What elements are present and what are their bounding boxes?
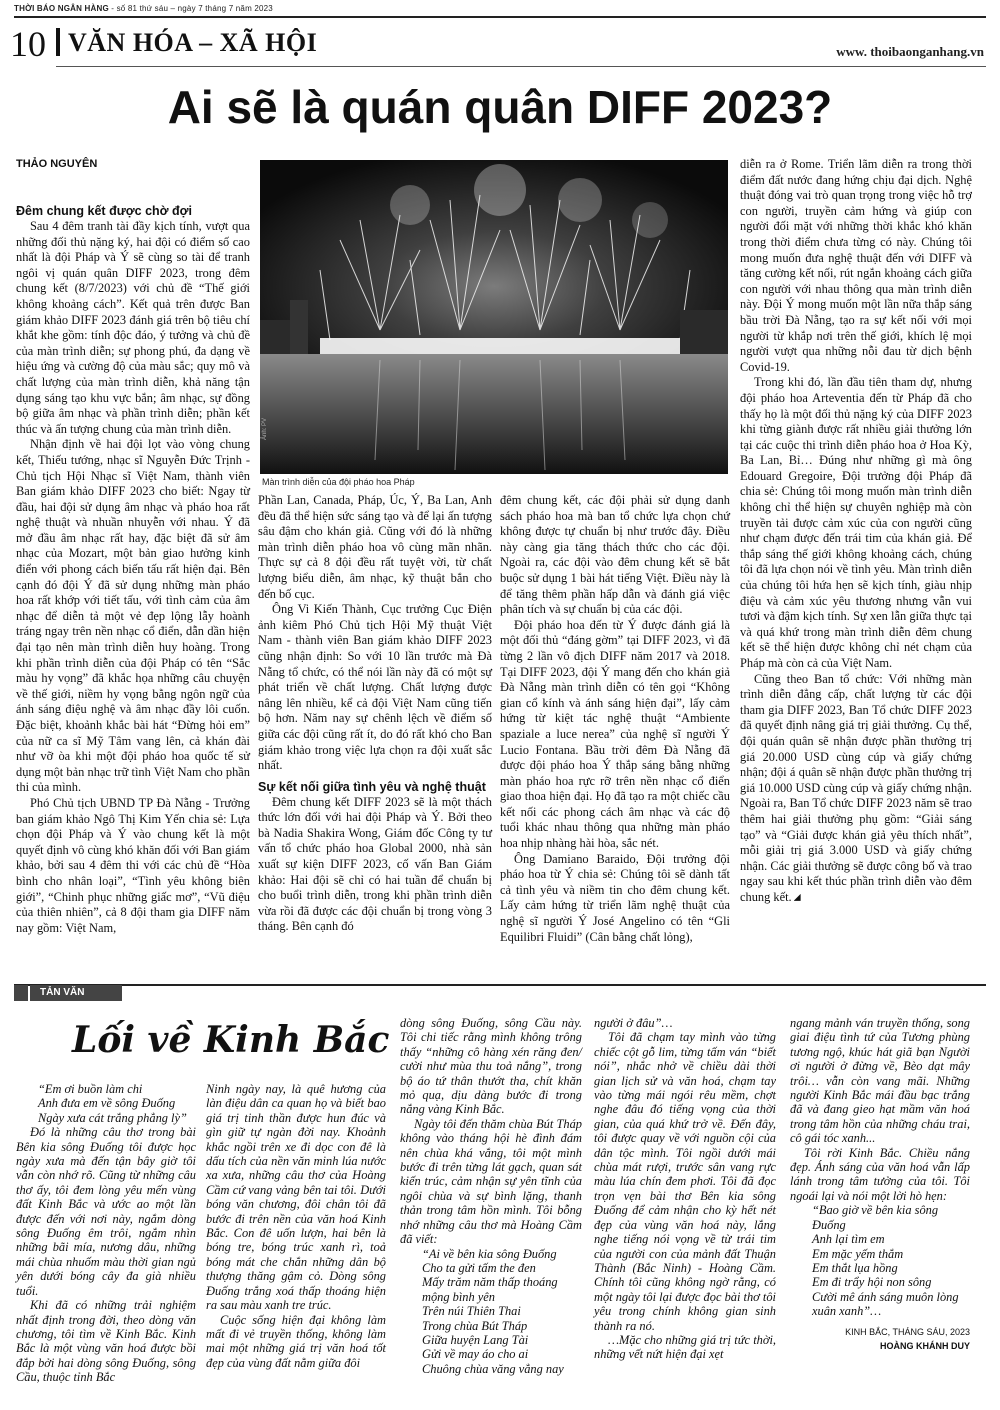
article-column-3 (500, 493, 730, 945)
byline: THẢO NGUYÊN (16, 158, 98, 170)
subheading-1: Đêm chung kết được chờ đợi (16, 204, 193, 218)
poem-line: Giữa huyện Lang Tài (422, 1332, 529, 1347)
essay-author: HOÀNG KHÁNH DUY (880, 1340, 970, 1351)
paragraph: đêm chung kết, các đội phải sử dụng danh sách pháo hoa mà ban tổ chức lựa chọn chứ không được tự chuẩn bị như trước đây. Điều này càng gia tăng thách thức cho các đội. Ngoài ra, các đội vào đêm chung kết sẽ bắt buộc sử dụng 1 bài hát tiếng Việt. Điều này là để tăng thêm phần hấp dẫn và đánh giá việc phân tích và sự chuẩn bị của các đội. (500, 493, 730, 617)
article-headline: Ai sẽ là quán quân DIFF 2023? (167, 81, 833, 133)
essay-place-date: KINH BẮC, THÁNG SÁU, 2023 (845, 1326, 970, 1337)
paragraph-text: Cũng theo Ban tổ chức: Với những màn trình diễn đẳng cấp, chất lượng từ các đội tham gia DIFF 2023, Ban Tổ chức DIFF 2023 đã quyết định nâng giá trị giải thưởng. Cụ thể, đội quán quân sẽ nhận được phần thưởng trị giá 20.000 USD cùng cúp và giấy chứng nhận; đội á quân sẽ nhận được phần thưởng trị giá 10.000 USD cùng cúp và giấy chứng nhận. Ngoài ra, Ban Tổ chức DIFF 2023 năm sẽ trao thêm hai giải thưởng phụ gồm: “Giải sáng tạo” và “Giải được khán giả yêu thích nhất”, mỗi giải trị giá 3.000 USD và giấy chứng nhận. Các giải thưởng sẽ được công bố và trao ngay sau khi kết thúc phần trình diễn vào đêm chung kết. (740, 671, 972, 904)
fireworks-photo (260, 160, 728, 474)
tag-marker-icon (14, 985, 28, 1001)
essay-tag: TẢN VĂN (30, 985, 122, 1001)
poem-line: người ở đâu”… (594, 1016, 673, 1030)
paragraph: Khi đã có những trải nghiệm nhất định trong đời, theo dòng văn chương, tôi tìm về Kinh Bắc. Kinh Bắc là một vùng văn hoá được bồi đắp bởi hai dòng sông Đuống, sông Cầu, thuộc tỉnh Bắc (16, 1298, 196, 1385)
paragraph: …Mặc cho những giá trị tức thời, những vết nứt hiện đại xẹt (594, 1332, 776, 1362)
photo-credit: Ảnh: PV (262, 417, 268, 440)
paragraph: Sau 4 đêm tranh tài đầy kịch tính, vượt qua những đối thủ nặng ký, hai đội có điểm số cao nhất là đội Pháp và Ý sẽ cùng so tài để tranh ngôi vị quán quân DIFF 2023, trong đêm chung kết (8/7/2023) với chủ đề “Thế giới không khoảng cách”. Kết quả trên được Ban giám khảo DIFF 2023 đánh giá trên bộ tiêu chí khắt khe gồm: tính độc đáo, ý tưởng và chủ đề của màn trình diễn; sự phong phú, đa dạng về hiệu ứng và cường độ của màu sắc; quy mô và chất lượng của màn trình diễn, khả năng tận dụng sáng tạo khu vực bắn; âm nhạc, sự đồng bộ giữa âm nhạc và phần trình diễn; phần kết thúc và ấn tượng chung của màn trình diễn. (16, 219, 250, 436)
masthead-line (14, 4, 273, 13)
poem-line: Anh đưa em về sông Đuống (38, 1096, 176, 1111)
fireworks-illustration (260, 160, 728, 474)
article-column-4 (740, 157, 972, 906)
essay-column-2 (206, 1082, 386, 1370)
paragraph: Đội pháo hoa đến từ Ý được đánh giá là một đối thủ “đáng gờm” tại DIFF 2023, vì đã từng 2 lần vô địch DIFF năm 2017 và 2018. Tại DIFF 2023, đội Ý mang đến cho khán giả Đà Nẵng màn trình diễn có tên gọi “Không gian cổ kính và ánh sáng hiện đại”, lấy cảm hứng từ kiệt tác nghệ thuật “Ambiente spaziale a luce nerea” của nghệ sĩ người Ý Lucio Fontana. Bầu trời đêm Đà Nẵng đã được đội pháo hoa Ý thắp sáng bằng những màn pháo hoa rực rỡ trên nền nhạc cổ điển giao thoa hiện đại. Họ đã tạo ra một chiếc cầu kết nối các phong cách âm nhạc và các độ tuổi khác nhau thông qua những màn pháo hoa nhịp nhàng hài hòa, sắc nét. (500, 617, 730, 851)
paragraph: Đó là những câu thơ trong bài Bên kia sông Đuống tôi được học ngày xưa mà đến tận bây giờ tôi vẫn còn nhớ rõ. Cũng từ những câu thơ ấy, tôi đem lòng yêu mến vùng đất Kinh Bắc và ước ao một lần được đến với nơi này, ngắm dòng sông Đuống êm trôi, ngắm nhìn những bãi mía, nương dâu, những mái chùa nhuốm màu thời gian ngủ yên dưới bóng cây đa già nhiều tuổi. (16, 1125, 196, 1298)
site-url: www. thoibaonganhang.vn (836, 44, 984, 59)
poem-line: Cười mê ánh sáng muôn lòng xuân xanh”… (812, 1289, 959, 1319)
header-rule (56, 66, 986, 67)
page-number: 10 (10, 24, 46, 64)
poem-line: Anh lại tìm em (812, 1232, 885, 1247)
poem-line: Em đi trẩy hội non sông (812, 1275, 932, 1290)
photo-caption: Màn trình diễn của đội pháo hoa Pháp (262, 477, 415, 487)
poem-line: Em mặc yếm thắm (812, 1246, 904, 1261)
poem-line: “Ai về bên kia sông Đuống (422, 1246, 557, 1261)
poem-line: “Em ơi buồn làm chi (38, 1082, 143, 1096)
poem-line: Ngày xưa cát trắng phẳng lỳ” (38, 1110, 187, 1125)
end-mark-icon (794, 894, 801, 901)
poem-line: Chuông chùa văng vẳng nay (422, 1361, 564, 1376)
paragraph: diễn ra ở Rome. Triển lãm diễn ra trong thời điểm đất nước đang hứng chịu đại dịch. Nghệ thuật đóng vai trò quan trọng trong việc hỗ trợ con người, truyền cảm hứng và giúp con người đối mặt với những thời khắc khó khăn trong thời điểm chưa từng có này. Chúng tôi mong muốn đưa nghệ thuật đến với DIFF và tăng cường kết nối, rút ngắn khoảng cách giữa con người với nhau thông qua màn trình diễn này. Đội Ý mong muốn một lần nữa thắp sáng bầu trời Đà Nẵng, tạo ra sự kết nối với mọi người từ khắp nơi trên thế giới, khích lệ mọi người vượt qua những nỗi đau từ dịch bệnh Covid-19. (740, 157, 972, 374)
section-title: VĂN HÓA – XÃ HỘI (68, 28, 318, 57)
poem-line: “Bao giờ về bên kia sông Đuống (812, 1203, 939, 1232)
paragraph: Tôi rời Kinh Bắc. Chiều nắng đẹp. Ánh sáng của văn hoá vẫn lấp lánh trong tâm tưởng của tôi. Tôi ngoái lại và nói một lời hò hẹn: (790, 1145, 970, 1203)
article-column-1 (16, 198, 250, 936)
poem-line: Cho ta gửi tấm the đen (422, 1260, 536, 1275)
essay-column-4 (594, 1016, 776, 1362)
poem-line: Gửi về may áo cho ai (422, 1347, 529, 1362)
paragraph (740, 672, 972, 906)
paper-name: THỜI BÁO NGÂN HÀNG (14, 4, 109, 13)
section-divider (14, 984, 986, 986)
paragraph: Ninh ngày nay, là quê hương của làn điệu dân ca quan họ và biết bao giá trị tinh thần được hun đúc và gìn giữ tự ngàn đời nay. Khoảnh khắc ngồi trên xe đi dọc con đê là dấu tích của nền văn minh lúa nước xa xưa, những câu thơ của Hoàng Cầm cứ vang vảng bên tai tôi. Dưới bóng văn chương, đôi chân tôi đã bước đi trên nền của văn hoá Kinh Bắc. Con đê uốn lượn, hai bên là bóng tre, bóng trúc xanh rì, toả bóng mát che chắn những dân bộ thượng thăng gậm cỏ. Dòng sông Đuống trắng xoá thấp thoáng hiện ra sau màu xanh tre trúc. (206, 1082, 386, 1313)
essay-column-1 (16, 1082, 196, 1385)
paragraph: Ông Damiano Baraido, Đội trưởng đội pháo hoa từ Ý chia sẻ: Chúng tôi sẽ dành tất cả tình yêu và niềm tin cho đêm chung kết. Lấy cảm hứng từ triển lãm nghệ thuật của nghệ sĩ người Ý José Angelino có tên “Gli Equilibri Fluidi” (Cân bằng chất lỏng), (500, 851, 730, 944)
paragraph: ngang mảnh ván truyền thống, song giai điệu tình tứ của Tương phùng tương ngộ, khúc hát giã bạn Người ơi người ở đừng về, Bèo dạt mây trôi… vẫn còn vang mãi. Những người Kinh Bắc mái đầu bạc trắng đã và đang gieo hạt mầm văn hoá trong tâm hồn của những cháu trai, cô gái tóc xanh... (790, 1016, 970, 1146)
paragraph: dòng sông Đuống, sông Cầu này. Tôi chi tiếc rằng mình không trông thấy “những cô hàng xén răng đen/ cười như mùa thu toả nắng”, trong bộ áo tứ thân thướt tha, chít khăn mỏ quạ, dịu dàng bước đi trong nắng vàng Kinh Bắc. (400, 1016, 582, 1117)
issue-info: - số 81 thứ sáu – ngày 7 tháng 7 năm 2023 (108, 4, 273, 13)
paragraph: Phần Lan, Canada, Pháp, Úc, Ý, Ba Lan, Anh đều đã thể hiện sức sáng tạo và để lại ấn tượng sâu đậm cho khán giả. Cũng với đó là những màn trình diễn pháo hoa vô cùng mãn nhãn. Thực sự cả 8 đội đều rất tuyệt vời, từ chất lượng biểu diễn, âm nhạc, kỹ thuật bắn cho đến bố cục. (258, 493, 492, 601)
essay-title: Lối về Kinh Bắc (72, 1019, 390, 1061)
paragraph: Tôi đã chạm tay mình vào từng chiếc cột gỗ lim, từng tấm ván “biết nói”, nhắc nhở về chiều dài thời gian lịch sử và văn hoá, chạm tay vào từng mái ngói rêu mềm, chợt nghe đâu đó tiếng vọng của thời gian, của quá khứ trở về. Đến đây, tôi được quay về với nguồn cội của dân tộc mình. Tôi ngồi dưới mái chùa mát rượi, trước sân vang rực màu lúa chín đem phơi. Tôi đã đọc trọn vẹn bài thơ Bên kia sông Đuống để cảm nhận cho kỳ hết nét đẹp của vùng văn hoá này, lắng nghe tiếng nói vọng về từ trái tim của người con của mảnh đất Thuận Thành (Bắc Ninh) - Hoàng Cầm. Chính tôi cũng không ngờ rằng, có một ngày tôi lại được đọc bài thơ tôi yêu trong chính không gian sinh thành ra nó. (594, 1030, 776, 1333)
paragraph: Trong khi đó, lần đầu tiên tham dự, nhưng đội pháo hoa Arteventia đến từ Pháp đã cho thấy họ là một đối thủ nặng ký của DIFF 2023 khi từng giành được rất nhiều giải thưởng lớn tại các cuộc thi trình diễn pháo hoa ở Hoa Kỳ, Ba Lan, Bỉ… Đúng như những gì mà ông Edouard Gregoire, Đội trưởng đội Pháp đã chia sẻ: Chúng tôi mong muốn màn trình diễn không chỉ thể hiện sự chuyên nghiệp mà còn truyền tải được cảm xúc của con người cũng như chạm được đến trái tim của khán giả. Để thắp sáng thế giới không khoảng cách, chúng tôi đã lựa chọn nói về tình yêu. Màn trình diễn của chúng tôi hứa hẹn sẽ kịch tính, giàu nhịp điệu và cảm xúc yêu thương nhưng vẫn vui tươi và đậm kịch tính. Sự xen lẫn giữa thực tại và quá khứ trong màn trình diễn đêm chung kết sẽ thể hiện được không chỉ nét chạm của Pháp mà còn cả của Việt Nam. (740, 375, 972, 670)
section-marker (56, 28, 60, 56)
paragraph: Ngày tôi đến thăm chùa Bút Tháp không vào tháng hội hè đình đám nên chùa khá vắng, tôi một mình bước đi trên từng lát gạch, quan sát kiến trúc, cảm nhận sự yên tĩnh của ngôi chùa và sự bình lặng, thanh thản trong tâm hồn mình. Tôi bỗng nhớ những câu thơ mà Hoàng Cầm đã viết: (400, 1116, 582, 1247)
subheading-2: Sự kết nối giữa tình yêu và nghệ thuật (258, 779, 486, 794)
top-rule (14, 16, 986, 18)
paragraph: Nhận định về hai đội lọt vào vòng chung kết, Thiếu tướng, nhạc sĩ Nguyễn Đức Trịnh - Chủ tịch Hội Nhạc sĩ Việt Nam, thành viên Ban giám khảo DIFF 2023 cho biết: Ngay từ đầu, hai đội sử dụng âm nhạc và pháo hoa rất nghệ thuật và nhuần nhuyễn với nhau. Ý đã mở đầu âm nhạc rất hay, đặc biệt đã sử âm nhạc của Mozart, một bản giao hưởng kinh điển với phong cách biến tấu rất hiện đại. Bên cạnh đó đội Ý đã sử dụng những màn pháo hoa rất khớp với tiết tấu, với tình cảm của âm nhạc để diễn tả một vẻ đẹp lộng lẫy hoành tráng ngay trên nền nhạc cổ điển, dẫn dần hiện đại tạo nên màn trình diễn huy hoàng. Trong khi phần trình diễn của đội Pháp có tên “Sắc màu hy vọng” đã khắc họa những câu chuyện về thế giới, niềm hy vọng bằng ngôn ngữ của ánh sáng điệu nghệ và âm nhạc đầy lôi cuốn. Đặc biệt, khoảnh khắc bài hát “Đừng hỏi em” của nữ ca sĩ Mỹ Tâm vang lên, cả khán đài như vỡ òa khi một đội pháo hoa quốc tế sử dụng một bản nhạc trữ tình Việt Nam cho phần thi của mình. (16, 437, 250, 795)
article-column-2 (258, 493, 492, 935)
paragraph: Phó Chủ tịch UBND TP Đà Nẵng - Trưởng ban giám khảo Ngô Thị Kim Yến chia sẻ: Lựa chọn đội Pháp và Ý vào chung kết là một quyết định vô cùng khó khăn đối với Ban giám khảo, bởi sau 4 đêm thi với các chủ đề “Hòa bình cho nhân loại”, “Tình yêu không biên giới”, “Chinh phục những giấc mơ”, “Vũ điệu của thiên nhiên”, cả 8 đội tham gia DIFF năm nay gồm: Việt Nam, (16, 795, 250, 935)
essay-column-5 (790, 1016, 970, 1353)
poem-line: Em thắt lụa hồng (812, 1260, 898, 1275)
paragraph: Cuộc sống hiện đại không làm mất đi vẻ truyền thống, không làm mai một những giá trị văn hoá tốt đẹp của vùng đất nằm giữa đôi (206, 1312, 386, 1370)
poem-line: Trong chùa Bút Tháp (422, 1318, 528, 1333)
paragraph: Đêm chung kết DIFF 2023 sẽ là một thách thức lớn đối với hai đội Pháp và Ý. Bởi theo bà Nadia Shakira Wong, Giám đốc Công ty tư vấn tổ chức pháo hoa Global 2000, nhà sản xuất sự kiện DIFF 2023, cố vấn Ban Giám khảo: Hai đội sẽ chỉ có hai tuần để chuẩn bị cho buổi trình diễn, trong khi phần trình diễn vừa rồi đã được các đội chuẩn bị trong vòng 3 tháng. Bên cạnh đó (258, 794, 492, 934)
poem-line: Mấy trăm năm thấp thoáng mộng bình yên (422, 1275, 558, 1304)
poem-line: Trên núi Thiên Thai (422, 1304, 521, 1319)
paragraph: Ông Vi Kiến Thành, Cục trưởng Cục Điện ảnh kiêm Phó Chủ tịch Hội Mỹ thuật Việt Nam - thành viên Ban giám khảo DIFF 2023 cũng nhận định: So với 10 lần trước mà Đà Nẵng tổ chức, có thể nói lần này đã có một sự phát triển về chất lượng. Chất lượng được nâng lên nhiều, kể cả đội Việt Nam cũng tiến bộ hơn. Năm nay sự chênh lệch về điểm số giữa các đội cũng rất ít, do đó rất khó cho Ban giám khảo trong việc lựa chọn ra đội xuất sắc nhất. (258, 602, 492, 773)
essay-column-3 (400, 1016, 582, 1376)
